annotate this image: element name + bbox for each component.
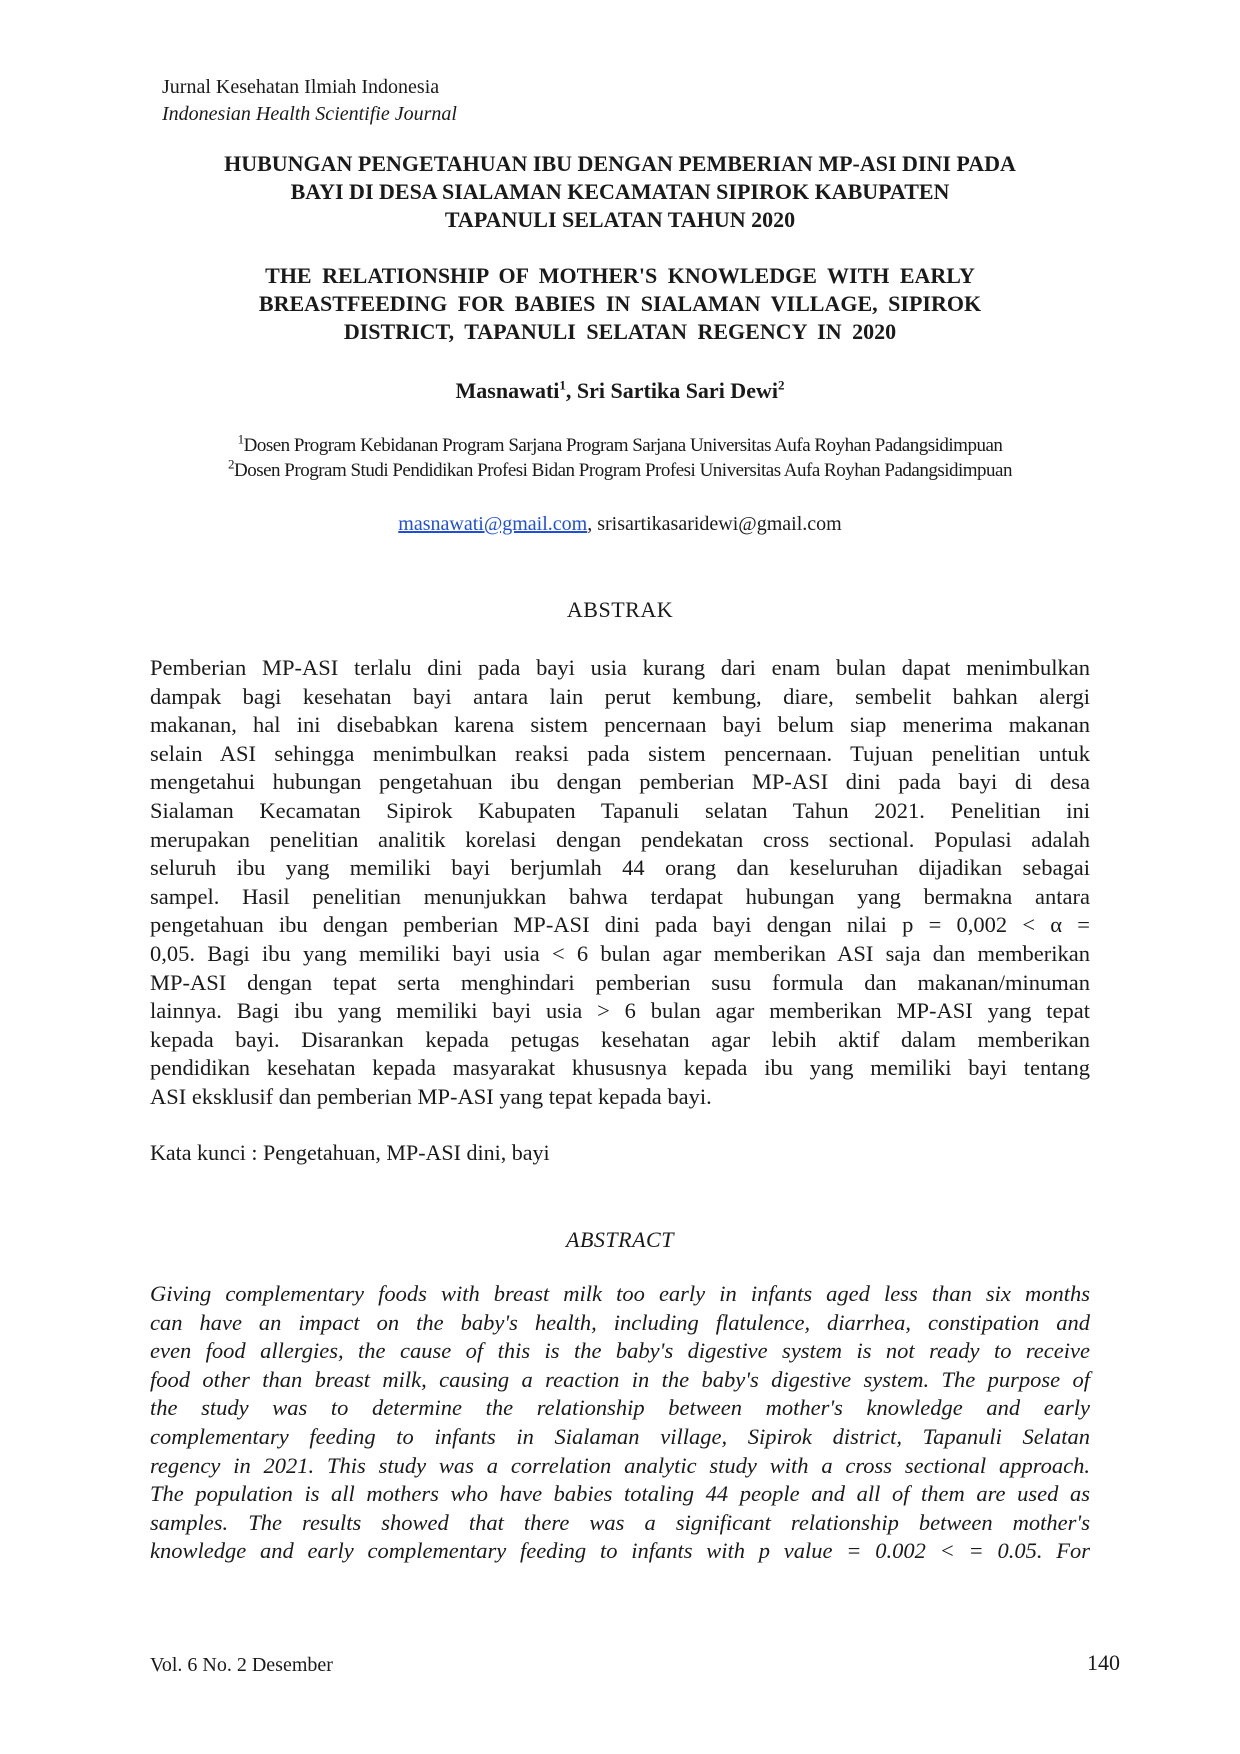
- abstrak-line: pendidikan kesehatan kepada masyarakat khususnya kepada ibu yang memiliki bayi tentang: [150, 1055, 1090, 1081]
- abstrak-line: ASI eksklusif dan pemberian MP-ASI yang tepat kepada bayi.: [150, 1083, 712, 1109]
- abstrak-body: [150, 654, 1090, 1112]
- email-line: [0, 513, 1240, 536]
- abstrak-line: Sialaman Kecamatan Sipirok Kabupaten Tapanuli selatan Tahun 2021. Penelitian ini: [150, 797, 1090, 823]
- email-link[interactable]: masnawati@gmail.com: [398, 513, 588, 535]
- abstrak-line: mengetahui hubungan pengetahuan ibu dengan pemberian MP-ASI dini pada bayi di desa: [150, 769, 1090, 795]
- title-line: DISTRICT, TAPANULI SELATAN REGENCY IN 2020: [343, 319, 897, 344]
- author-name: Masnawati: [455, 378, 560, 403]
- footer-volume: Vol. 6 No. 2 Desember: [150, 1654, 333, 1676]
- author-name: Sri Sartika Sari Dewi: [576, 378, 778, 403]
- author-separator: ,: [565, 378, 577, 403]
- abstrak-line: makanan, hal ini disebabkan karena sistem pencernaan bayi belum siap menerima makanan: [150, 712, 1090, 738]
- abstrak-line: seluruh ibu yang memiliki bayi berjumlah 44 orang dan keseluruhan dijadikan sebagai: [150, 855, 1090, 881]
- abstract-line: regency in 2021. This study was a correlation analytic study with a cross sectional approach.: [150, 1452, 1090, 1478]
- abstrak-line: 0,05. Bagi ibu yang memiliki bayi usia < 6 bulan agar memberikan ASI saja dan memberikan: [150, 940, 1090, 966]
- affiliation-text: Dosen Program Studi Pendidikan Profesi Bidan Program Profesi Universitas Aufa Royhan Padangsidimpuan: [234, 460, 1012, 481]
- author-affiliation-mark: 2: [777, 377, 785, 393]
- abstrak-line: merupakan penelitian analitik korelasi dengan pendekatan cross sectional. Populasi adalah: [150, 826, 1090, 852]
- title-line: BAYI DI DESA SIALAMAN KECAMATAN SIPIROK KABUPATEN: [290, 179, 950, 204]
- abstract-line: samples. The results showed that there was a significant relationship between mother's: [150, 1509, 1090, 1535]
- journal-name-en: Indonesian Health Scientifie Journal: [162, 103, 457, 125]
- abstract-line: even food allergies, the cause of this is the baby's digestive system is not ready to receive: [150, 1338, 1090, 1364]
- affiliation-mark: 1: [237, 431, 244, 447]
- abstract-line: complementary feeding to infants in Sialaman village, Sipirok district, Tapanuli Selatan: [150, 1423, 1090, 1449]
- affiliation: [0, 431, 1240, 457]
- title-line: BREASTFEEDING FOR BABIES IN SIALAMAN VILLAGE, SIPIROK: [258, 291, 982, 316]
- email-text: srisartikasaridewi@gmail.com: [597, 513, 842, 535]
- abstrak-line: kepada bayi. Disarankan kepada petugas kesehatan agar lebih aktif dalam memberikan: [150, 1026, 1090, 1052]
- abstrak-line: lainnya. Bagi ibu yang memiliki bayi usia > 6 bulan agar memberikan MP-ASI yang tepat: [150, 998, 1090, 1024]
- title-line: THE RELATIONSHIP OF MOTHER'S KNOWLEDGE WITH EARLY: [265, 263, 975, 288]
- abstract-heading: ABSTRACT: [566, 1227, 674, 1252]
- title-line: TAPANULI SELATAN TAHUN 2020: [444, 207, 796, 232]
- affiliation-mark: 2: [228, 456, 234, 472]
- title-indonesian: [150, 150, 1090, 234]
- title-line: HUBUNGAN PENGETAHUAN IBU DENGAN PEMBERIAN MP-ASI DINI PADA: [224, 151, 1016, 176]
- author-list: [0, 378, 1240, 404]
- affiliation: [0, 456, 1240, 482]
- footer-page-number: 140: [1087, 1650, 1120, 1675]
- title-english: [150, 262, 1090, 346]
- abstrak-line: dampak bagi kesehatan bayi antara lain perut kembung, diare, sembelit bahkan alergi: [150, 683, 1090, 709]
- abstrak-heading: ABSTRAK: [566, 597, 674, 622]
- abstract-body: [150, 1280, 1090, 1566]
- email-separator: ,: [587, 513, 598, 535]
- abstract-line: Giving complementary foods with breast milk too early in infants aged less than six months: [150, 1281, 1090, 1306]
- abstract-line: knowledge and early complementary feeding to infants with p value = 0.002 < = 0.05. For: [150, 1538, 1090, 1564]
- keywords: Kata kunci : Pengetahuan, MP-ASI dini, bayi: [150, 1140, 550, 1165]
- abstrak-line: MP-ASI dengan tepat serta menghindari pemberian susu formula dan makanan/minuman: [150, 969, 1090, 995]
- abstrak-line: selain ASI sehingga menimbulkan reaksi pada sistem pencernaan. Tujuan penelitian untuk: [150, 740, 1090, 766]
- journal-header: [162, 74, 457, 128]
- abstrak-line: Pemberian MP-ASI terlalu dini pada bayi usia kurang dari enam bulan dapat menimbulkan: [150, 655, 1090, 680]
- abstrak-line: pengetahuan ibu dengan pemberian MP-ASI dini pada bayi dengan nilai p = 0,002 < α =: [150, 912, 1090, 938]
- author-affiliation-mark: 1: [559, 377, 566, 393]
- abstrak-line: sampel. Hasil penelitian menunjukkan bahwa terdapat hubungan yang bermakna antara: [150, 883, 1090, 909]
- abstract-line: food other than breast milk, causing a reaction in the baby's digestive system. The purpose of: [150, 1366, 1090, 1392]
- journal-name-id: Jurnal Kesehatan Ilmiah Indonesia: [162, 76, 440, 98]
- abstract-line: the study was to determine the relationship between mother's knowledge and early: [150, 1395, 1090, 1421]
- abstract-line: The population is all mothers who have babies totaling 44 people and all of them are used as: [150, 1481, 1090, 1507]
- affiliation-text: Dosen Program Kebidanan Program Sarjana Program Sarjana Universitas Aufa Royhan Padangsidimpuan: [243, 435, 1003, 456]
- abstract-line: can have an impact on the baby's health, including flatulence, diarrhea, constipation and: [150, 1309, 1090, 1335]
